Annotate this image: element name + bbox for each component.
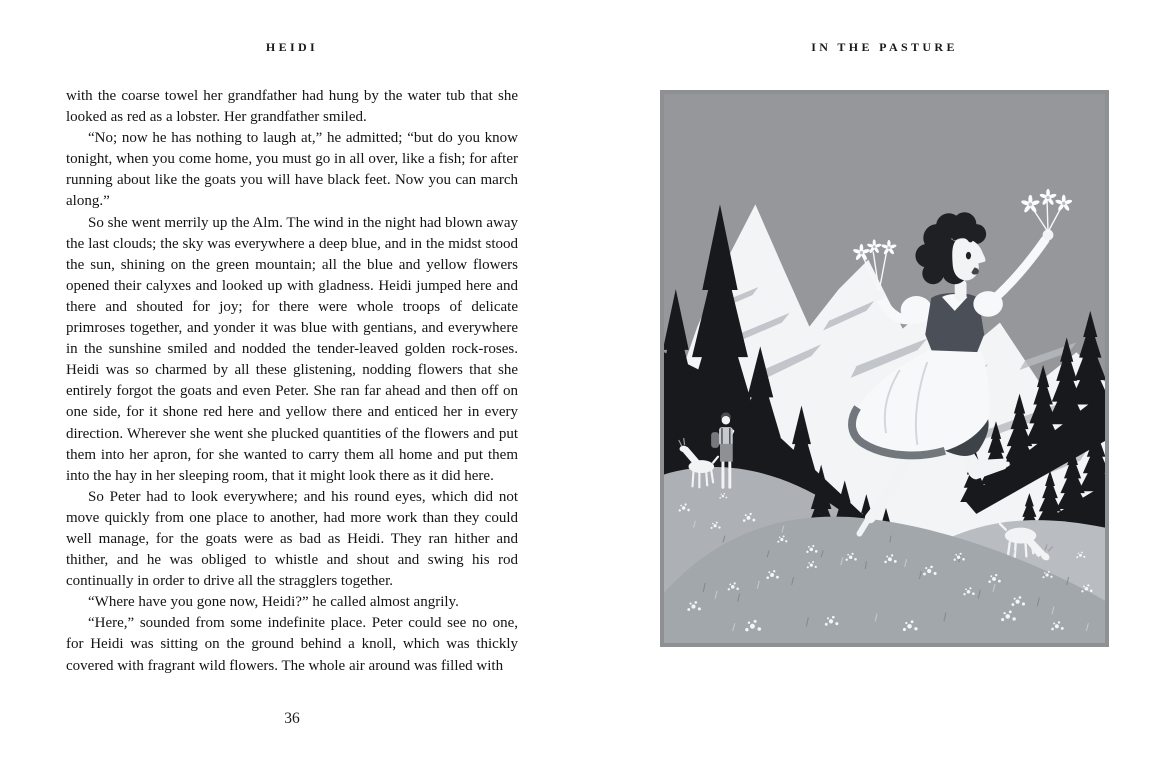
pasture-illustration xyxy=(660,90,1109,647)
paragraph: “No; now he has nothing to laugh at,” he admitted; “but do you know tonight, when you come home, you must go in all over, like a fish; for after running about like the goats you will have black feet. Now you can march along.” xyxy=(66,130,518,210)
paragraph: “Where have you gone now, Heidi?” he called almost angrily. xyxy=(88,594,459,611)
body-text xyxy=(66,86,518,677)
paragraph: So Peter had to look everywhere; and his round eyes, which did not move quickly from one place to another, had more work than they could well manage, for the goats were as bad as Heidi. They ran hither and thither, and he was obliged to whistle and shout and swing his rod continually in order to drive all the stragglers together. xyxy=(66,488,518,590)
paragraph: So she went merrily up the Alm. The wind in the night had blown away the last clouds; the sky was everywhere a deep blue, and in the midst stood the sun, shining on the green mountain; all the blue and yellow flowers opened their calyxes and looked up with gladness. Heidi jumped here and there and shouted for joy; for there were whole troops of delicate primroses together, and yonder it was blue with gentians, and everywhere in the sunshine smiled and nodded the tender-leaved golden rock-roses. Heidi was so charmed by all these glistening, nodding flowers that she entirely forgot the goats and even Peter. She ran far ahead and then off on one side, for it shone red here and yellow there and enticed her in every direction. Wherever she went she plucked quantities of the flowers and put them into her apron, for she wanted to carry them all home and put them into the hay in her sleeping room, that it might look there as it did here. xyxy=(66,214,518,484)
left-hand xyxy=(874,290,885,301)
paragraph: “Here,” sounded from some indefinite place. Peter could see no one, for Heidi was sitting on the ground behind a knoll, which was thickly covered with fragrant wild flowers. The whole air around was filled with xyxy=(66,615,518,674)
right-running-head: IN THE PASTURE xyxy=(811,40,958,54)
puff-sleeve-left xyxy=(901,296,932,324)
page-number: 36 xyxy=(284,710,300,727)
illustration-scene xyxy=(664,94,1105,643)
left-running-head: HEIDI xyxy=(265,40,319,54)
paragraph: with the coarse towel her grandfather had hung by the water tub that she looked as red as a lobster. Her grandfather smiled. xyxy=(66,88,518,126)
eye xyxy=(966,252,971,259)
